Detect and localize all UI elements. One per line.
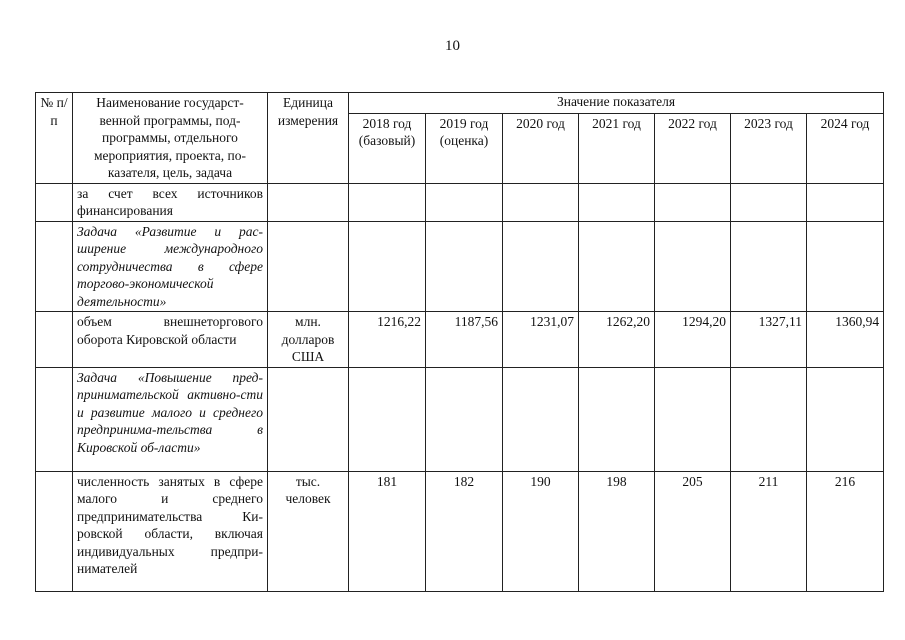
page-number: 10: [445, 38, 460, 54]
row-num: [36, 221, 73, 312]
row-unit: [268, 367, 349, 471]
row-num: [36, 367, 73, 471]
row-value: 1327,11: [731, 312, 807, 368]
row-unit: [268, 183, 349, 221]
row-value: [503, 221, 579, 312]
table-row: [36, 367, 884, 471]
table-row: [36, 221, 884, 312]
row-value: [579, 367, 655, 471]
row-num: [36, 312, 73, 368]
table-row: [36, 312, 884, 368]
row-value: [807, 183, 884, 221]
header-year: 2019 год (оценка): [426, 113, 503, 183]
row-value: [349, 221, 426, 312]
row-value: [503, 183, 579, 221]
row-name: объем внешнеторгового оборота Кировской области: [73, 312, 268, 368]
row-value: [349, 367, 426, 471]
header-value-group: Значение показателя: [349, 93, 884, 114]
row-unit: [268, 221, 349, 312]
row-value: 205: [655, 471, 731, 591]
row-value: 182: [426, 471, 503, 591]
header-year: 2023 год: [731, 113, 807, 183]
row-value: [807, 367, 884, 471]
row-value: 1262,20: [579, 312, 655, 368]
row-value: 1294,20: [655, 312, 731, 368]
row-value: [655, 183, 731, 221]
row-value: [731, 367, 807, 471]
task-title: Задача «Развитие и рас-ширение международного сотрудничества в сфере торгово-экономической деятельности»: [73, 221, 268, 312]
header-year: 2020 год: [503, 113, 579, 183]
table-row: [36, 471, 884, 591]
row-value: [579, 221, 655, 312]
header-unit: Единица измерения: [268, 93, 349, 184]
row-value: 1216,22: [349, 312, 426, 368]
row-value: 211: [731, 471, 807, 591]
row-value: [426, 183, 503, 221]
row-num: [36, 183, 73, 221]
row-value: [426, 367, 503, 471]
row-name: численность занятых в сфере малого и среднего предпринимательства Ки-ровской области, включая индивидуальных предпри-нимателей: [73, 471, 268, 591]
header-name: Наименование государст-венной программы, под-программы, отдельного мероприятия, проекта, по-казателя, цель, задача: [73, 93, 268, 184]
header-year: 2024 год: [807, 113, 884, 183]
task-title: Задача «Повышение пред-принимательской активно-сти и развитие малого и среднего предпринима-тельства в Кировской об-ласти»: [73, 367, 268, 471]
header-row-1: [36, 93, 884, 114]
row-value: [731, 221, 807, 312]
header-year: 2022 год: [655, 113, 731, 183]
header-year: 2021 год: [579, 113, 655, 183]
row-value: 1360,94: [807, 312, 884, 368]
row-value: 181: [349, 471, 426, 591]
row-value: 198: [579, 471, 655, 591]
row-value: [655, 221, 731, 312]
row-value: [349, 183, 426, 221]
row-unit: тыс. человек: [268, 471, 349, 591]
row-value: [807, 221, 884, 312]
row-name: за счет всех источников финансирования: [73, 183, 268, 221]
row-value: 190: [503, 471, 579, 591]
header-num: № п/п: [36, 93, 73, 184]
indicators-table: [35, 92, 884, 592]
table-row: [36, 183, 884, 221]
row-value: [426, 221, 503, 312]
row-value: 1231,07: [503, 312, 579, 368]
header-year: 2018 год (базовый): [349, 113, 426, 183]
row-value: [655, 367, 731, 471]
row-value: [579, 183, 655, 221]
row-value: 216: [807, 471, 884, 591]
row-num: [36, 471, 73, 591]
row-value: 1187,56: [426, 312, 503, 368]
row-value: [503, 367, 579, 471]
row-value: [731, 183, 807, 221]
row-unit: млн. долларов США: [268, 312, 349, 368]
